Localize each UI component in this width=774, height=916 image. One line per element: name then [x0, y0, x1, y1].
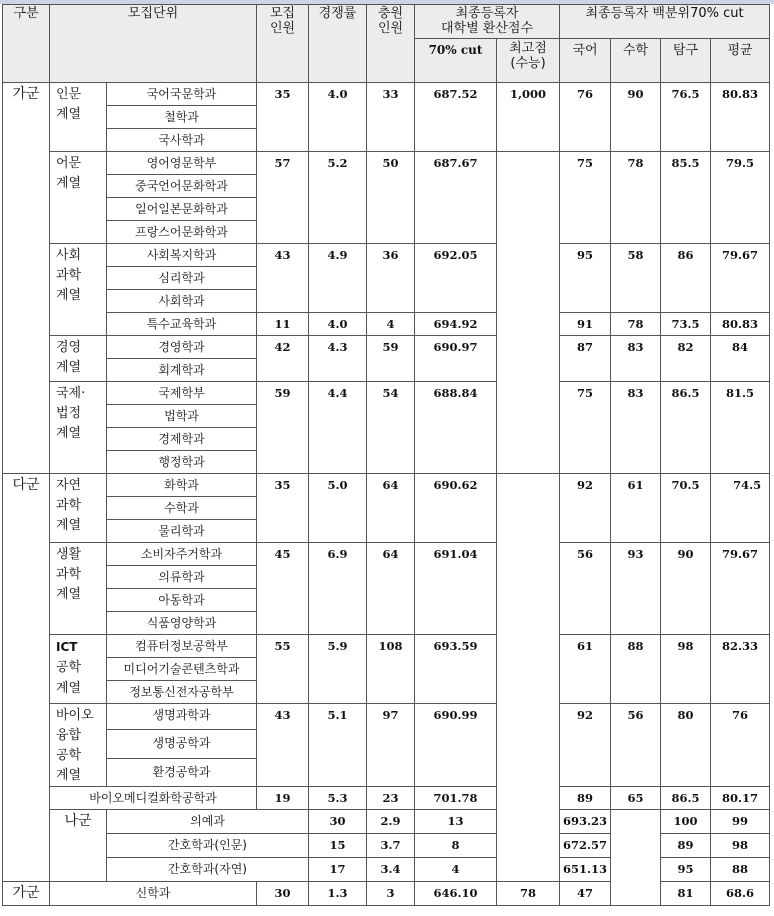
math-value: 88: [611, 635, 661, 704]
ratio-value: 4.4: [309, 382, 367, 474]
dept-name: 국어국문학과: [107, 83, 257, 106]
quota-value: 11: [257, 313, 309, 336]
dept-name: 심리학과: [107, 267, 257, 290]
quota-value: 45: [257, 543, 309, 635]
dept-name: 미디어기술콘텐츠학과: [107, 658, 257, 681]
gun-label: 다군: [3, 474, 50, 882]
ratio-value: 5.0: [309, 474, 367, 543]
avg-value: 82.33: [711, 635, 770, 704]
korean-value: 91: [560, 313, 611, 336]
dept-name: 행정학과: [107, 451, 257, 474]
math-value: 78: [611, 152, 661, 244]
table-row: [3, 244, 770, 267]
header-max: 최고점 (수능): [497, 39, 560, 83]
dept-name: 의예과: [107, 810, 309, 834]
explore-value: 73.5: [661, 313, 711, 336]
avg-value: 68.6: [711, 882, 770, 906]
group-label: 자연 과학 계열: [50, 474, 107, 543]
dept-name: 간호학과(자연): [107, 858, 309, 882]
ratio-value: 4.9: [309, 244, 367, 313]
cut-value: 690.99: [415, 704, 497, 787]
table-row: [3, 336, 770, 359]
group-label: 경영 계열: [50, 336, 107, 382]
group-label: 어문 계열: [50, 152, 107, 244]
header-gubun: 구분: [3, 5, 50, 83]
quota-value: 42: [257, 336, 309, 382]
dept-name: 환경공학과: [107, 758, 257, 786]
dept-name: 국제학부: [107, 382, 257, 405]
cut-value: 651.13: [560, 858, 611, 882]
explore-value: 98: [661, 635, 711, 704]
header-final-pct: 최종등록자 백분위70% cut: [560, 5, 770, 39]
extra-value: 3: [367, 882, 415, 906]
dept-name: 간호학과(인문): [107, 834, 309, 858]
ratio-value: 4.3: [309, 336, 367, 382]
dept-name: 철학과: [107, 106, 257, 129]
ratio-value: 1.3: [309, 882, 367, 906]
cut-value: 694.92: [415, 313, 497, 336]
dept-name: 아동학과: [107, 589, 257, 612]
quota-value: 15: [309, 834, 367, 858]
quota-value: 19: [257, 787, 309, 810]
cut-value: 693.23: [560, 810, 611, 834]
dept-name: 물리학과: [107, 520, 257, 543]
quota-value: 43: [257, 704, 309, 787]
table-row: [3, 83, 770, 106]
extra-value: 4: [367, 313, 415, 336]
explore-value: 86.5: [661, 787, 711, 810]
dept-name: 국사학과: [107, 129, 257, 152]
math-value: 65: [611, 787, 661, 810]
cut-value: 690.62: [415, 474, 497, 543]
korean-value: 75: [560, 152, 611, 244]
korean-value: 76: [560, 83, 611, 152]
quota-value: 30: [309, 810, 367, 834]
gun-label: 가군: [3, 83, 50, 474]
dept-name: 프랑스어문화학과: [107, 221, 257, 244]
table-row: [3, 635, 770, 658]
korean-value: 56: [560, 543, 611, 635]
cut-value: 687.67: [415, 152, 497, 244]
ratio-value: 3.7: [367, 834, 415, 858]
math-value: 56: [611, 704, 661, 787]
korean-value: 75: [560, 382, 611, 474]
math-value: 83: [611, 382, 661, 474]
cut-value: 691.04: [415, 543, 497, 635]
math-value: 58: [611, 244, 661, 313]
math-value: 61: [611, 474, 661, 543]
extra-value: 54: [367, 382, 415, 474]
dept-name: 의류학과: [107, 566, 257, 589]
header-row-1: [3, 5, 770, 39]
extra-value: 4: [415, 858, 497, 882]
header-explore: 탐구: [661, 39, 711, 83]
avg-value: 80.83: [711, 83, 770, 152]
extra-value: 64: [367, 543, 415, 635]
ratio-value: 2.9: [367, 810, 415, 834]
dept-name: 신학과: [50, 882, 257, 906]
explore-value: 86.5: [661, 382, 711, 474]
math-value: 47: [560, 882, 611, 906]
dept-name: 특수교육학과: [107, 313, 257, 336]
dept-name: 바이오메디컬화학공학과: [50, 787, 257, 810]
avg-value: 74.5: [711, 474, 770, 543]
explore-value: 85.5: [661, 152, 711, 244]
explore-value: 80: [661, 704, 711, 787]
avg-value: 80.83: [711, 313, 770, 336]
avg-value: 79.67: [711, 244, 770, 313]
math-value: 93: [611, 543, 661, 635]
quota-value: 55: [257, 635, 309, 704]
cut-value: 693.59: [415, 635, 497, 704]
table-row: [3, 152, 770, 175]
header-final-score: 최종등록자 대학별 환산점수: [415, 5, 560, 39]
group-label: ICT 공학 계열: [50, 635, 107, 704]
avg-value: 79.5: [711, 152, 770, 244]
cut-value: 687.52: [415, 83, 497, 152]
group-label: 바이오 융합 공학 계열: [50, 704, 107, 787]
table-row: [3, 543, 770, 566]
quota-value: 59: [257, 382, 309, 474]
math-value: 99: [711, 810, 770, 834]
table-row: [3, 704, 770, 730]
extra-value: 97: [367, 704, 415, 787]
cut-value: 692.05: [415, 244, 497, 313]
ratio-value: 5.9: [309, 635, 367, 704]
explore-value: 76.5: [661, 83, 711, 152]
math-value: 98: [711, 834, 770, 858]
extra-value: 23: [367, 787, 415, 810]
header-korean: 국어: [560, 39, 611, 83]
dept-name: 정보통신전자공학부: [107, 681, 257, 704]
header-math: 수학: [611, 39, 661, 83]
quota-value: 43: [257, 244, 309, 313]
korean-value: 89: [661, 834, 711, 858]
dept-name: 컴퓨터정보공학부: [107, 635, 257, 658]
math-value: 83: [611, 336, 661, 382]
table-row: [3, 810, 770, 834]
avg-value: 79.67: [711, 543, 770, 635]
dept-name: 경영학과: [107, 336, 257, 359]
avg-value: 81.5: [711, 382, 770, 474]
admission-results-table: [2, 4, 770, 906]
explore-value: 82: [661, 336, 711, 382]
quota-value: 57: [257, 152, 309, 244]
max-value-empty: [497, 152, 560, 474]
header-cut70: 70% cut: [415, 39, 497, 83]
ratio-value: 3.4: [367, 858, 415, 882]
gun-label: 가군: [3, 882, 50, 906]
korean-value: 78: [497, 882, 560, 906]
extra-value: 108: [367, 635, 415, 704]
gun-label: 나군: [50, 810, 107, 882]
header-unit: 모집단위: [50, 5, 257, 83]
math-value: 78: [611, 313, 661, 336]
header-ratio: 경쟁률: [309, 5, 367, 83]
header-quota: 모집 인원: [257, 5, 309, 83]
ratio-value: 5.1: [309, 704, 367, 787]
group-label: 국제· 법정 계열: [50, 382, 107, 474]
extra-value: 64: [367, 474, 415, 543]
ratio-value: 5.2: [309, 152, 367, 244]
avg-value: 80.17: [711, 787, 770, 810]
dept-name: 생명과학과: [107, 704, 257, 730]
extra-value: 59: [367, 336, 415, 382]
group-label: 인문 계열: [50, 83, 107, 152]
cut-value: 688.84: [415, 382, 497, 474]
explore-value: 86: [661, 244, 711, 313]
korean-value: 89: [560, 787, 611, 810]
korean-value: 95: [560, 244, 611, 313]
cut-value: 672.57: [560, 834, 611, 858]
cut-value: 646.10: [415, 882, 497, 906]
extra-value: 36: [367, 244, 415, 313]
dept-name: 식품영양학과: [107, 612, 257, 635]
explore-value: 90: [661, 543, 711, 635]
avg-value: 84: [711, 336, 770, 382]
dept-name: 회계학과: [107, 359, 257, 382]
max-value-empty: [611, 810, 661, 906]
group-label: 생활 과학 계열: [50, 543, 107, 635]
dept-name: 소비자주거학과: [107, 543, 257, 566]
dept-name: 경제학과: [107, 428, 257, 451]
korean-value: 92: [560, 474, 611, 543]
dept-name: 수학과: [107, 497, 257, 520]
dept-name: 사회복지학과: [107, 244, 257, 267]
dept-name: 영어영문학부: [107, 152, 257, 175]
header-avg: 평균: [711, 39, 770, 83]
extra-value: 33: [367, 83, 415, 152]
korean-value: 100: [661, 810, 711, 834]
table-row: [3, 474, 770, 497]
max-value-empty: [497, 474, 560, 882]
cut-value: 690.97: [415, 336, 497, 382]
dept-name: 법학과: [107, 405, 257, 428]
ratio-value: 4.0: [309, 313, 367, 336]
quota-value: 35: [257, 83, 309, 152]
ratio-value: 5.3: [309, 787, 367, 810]
explore-value: 70.5: [661, 474, 711, 543]
korean-value: 61: [560, 635, 611, 704]
dept-name: 일어일본문화학과: [107, 198, 257, 221]
group-label: 사회 과학 계열: [50, 244, 107, 336]
korean-value: 92: [560, 704, 611, 787]
max-value: 1,000: [497, 83, 560, 152]
ratio-value: 4.0: [309, 83, 367, 152]
explore-value: 81: [661, 882, 711, 906]
table-row: [3, 787, 770, 810]
ratio-value: 6.9: [309, 543, 367, 635]
dept-name: 사회학과: [107, 290, 257, 313]
korean-value: 87: [560, 336, 611, 382]
header-extra: 충원 인원: [367, 5, 415, 83]
table-row: [3, 313, 770, 336]
math-value: 90: [611, 83, 661, 152]
quota-value: 35: [257, 474, 309, 543]
quota-value: 17: [309, 858, 367, 882]
extra-value: 50: [367, 152, 415, 244]
cut-value: 701.78: [415, 787, 497, 810]
dept-name: 생명공학과: [107, 730, 257, 758]
dept-name: 화학과: [107, 474, 257, 497]
dept-name: 중국언어문화학과: [107, 175, 257, 198]
quota-value: 30: [257, 882, 309, 906]
extra-value: 8: [415, 834, 497, 858]
math-value: 88: [711, 858, 770, 882]
avg-value: 76: [711, 704, 770, 787]
extra-value: 13: [415, 810, 497, 834]
korean-value: 95: [661, 858, 711, 882]
table-row: [3, 382, 770, 405]
